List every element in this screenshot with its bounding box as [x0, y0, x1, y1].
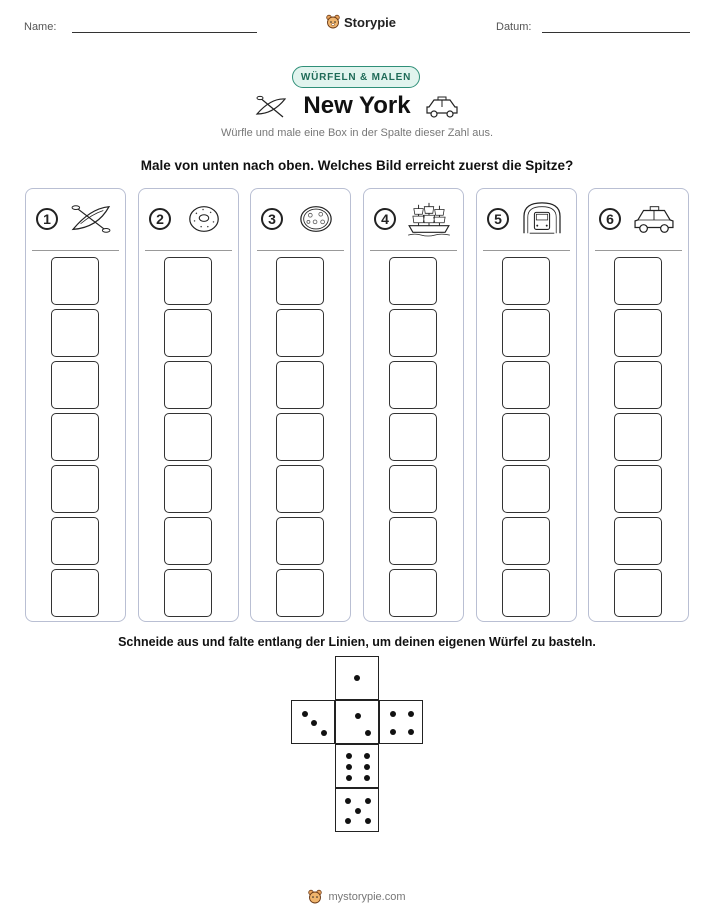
color-box[interactable]	[502, 257, 550, 305]
color-box[interactable]	[502, 309, 550, 357]
subway-train-icon	[519, 201, 565, 237]
taxi-icon	[425, 95, 459, 119]
die-instructions: Schneide aus und falte entlang der Linien, um deinen eigenen Würfel zu basteln.	[118, 635, 596, 649]
brand-name: Storypie	[344, 14, 397, 30]
die-face-5	[335, 788, 379, 832]
column-3	[250, 188, 351, 622]
die-pip	[354, 675, 360, 681]
color-box[interactable]	[389, 569, 437, 617]
column-divider	[145, 250, 232, 251]
die-pip	[345, 818, 351, 824]
color-box[interactable]	[51, 517, 99, 565]
color-box[interactable]	[164, 465, 212, 513]
brand-logo	[326, 14, 396, 30]
color-box[interactable]	[276, 257, 324, 305]
bear-mascot-icon	[326, 14, 340, 30]
color-box[interactable]	[614, 257, 662, 305]
column-5	[476, 188, 577, 622]
die-face-3	[291, 700, 335, 744]
color-box[interactable]	[51, 465, 99, 513]
die-pip	[302, 711, 308, 717]
color-box[interactable]	[276, 517, 324, 565]
color-box[interactable]	[51, 361, 99, 409]
die-face-2	[335, 700, 379, 744]
die-pip	[355, 808, 361, 814]
color-box[interactable]	[389, 517, 437, 565]
die-pip	[364, 764, 370, 770]
die-pip	[346, 775, 352, 781]
column-6	[588, 188, 689, 622]
column-number: 2	[149, 208, 171, 230]
die-pip	[365, 818, 371, 824]
color-box[interactable]	[502, 465, 550, 513]
bagel-icon	[181, 201, 227, 237]
pizza-icon	[293, 201, 339, 237]
color-box[interactable]	[502, 413, 550, 461]
color-box[interactable]	[502, 361, 550, 409]
die-face-4	[379, 700, 423, 744]
color-box[interactable]	[276, 361, 324, 409]
die-pip	[364, 753, 370, 759]
color-box[interactable]	[51, 569, 99, 617]
color-box[interactable]	[614, 309, 662, 357]
page-title: New York	[303, 92, 411, 119]
column-number: 4	[374, 208, 396, 230]
color-box[interactable]	[614, 569, 662, 617]
kayak-icon	[68, 201, 114, 237]
color-box[interactable]	[502, 569, 550, 617]
die-pip	[408, 711, 414, 717]
column-divider	[370, 250, 457, 251]
column-4	[363, 188, 464, 622]
color-box[interactable]	[164, 361, 212, 409]
page-subtitle: Würfle und male eine Box in der Spalte dieser Zahl aus.	[220, 127, 494, 139]
die-pip	[355, 713, 361, 719]
color-box[interactable]	[389, 309, 437, 357]
color-box[interactable]	[51, 309, 99, 357]
column-divider	[595, 250, 682, 251]
ship-icon	[406, 201, 452, 237]
color-box[interactable]	[614, 413, 662, 461]
die-pip	[346, 764, 352, 770]
question-text: Male von unten nach oben. Welches Bild erreicht zuerst die Spitze?	[140, 158, 574, 173]
column-number: 3	[261, 208, 283, 230]
footer-url[interactable]: mystorypie.com	[328, 891, 406, 903]
name-label: Name:	[24, 21, 57, 33]
color-box[interactable]	[51, 413, 99, 461]
bear-mascot-icon	[308, 889, 322, 905]
column-number: 6	[599, 208, 621, 230]
column-divider	[32, 250, 119, 251]
die-pip	[311, 720, 317, 726]
column-2	[138, 188, 239, 622]
color-box[interactable]	[164, 309, 212, 357]
color-box[interactable]	[389, 465, 437, 513]
die-pip	[365, 730, 371, 736]
column-divider	[483, 250, 570, 251]
activity-badge: WÜRFELN & MALEN	[292, 66, 420, 88]
die-pip	[345, 798, 351, 804]
column-number: 5	[487, 208, 509, 230]
color-box[interactable]	[164, 413, 212, 461]
color-box[interactable]	[614, 517, 662, 565]
color-box[interactable]	[389, 413, 437, 461]
date-line[interactable]	[542, 32, 690, 33]
name-line[interactable]	[72, 32, 257, 33]
die-face-1	[335, 656, 379, 700]
color-box[interactable]	[389, 257, 437, 305]
die-pip	[365, 798, 371, 804]
color-box[interactable]	[276, 309, 324, 357]
die-pip	[390, 711, 396, 717]
color-box[interactable]	[276, 569, 324, 617]
date-label: Datum:	[496, 21, 532, 33]
die-pip	[346, 753, 352, 759]
die-pip	[390, 729, 396, 735]
color-box[interactable]	[389, 361, 437, 409]
column-divider	[257, 250, 344, 251]
die-pip	[408, 729, 414, 735]
color-box[interactable]	[614, 465, 662, 513]
color-box[interactable]	[164, 569, 212, 617]
taxi-icon	[631, 201, 677, 237]
color-box[interactable]	[164, 517, 212, 565]
die-pip	[321, 730, 327, 736]
color-box[interactable]	[164, 257, 212, 305]
die-pip	[364, 775, 370, 781]
die-face-6	[335, 744, 379, 788]
color-box[interactable]	[51, 257, 99, 305]
footer	[0, 889, 714, 905]
color-box[interactable]	[614, 361, 662, 409]
color-box[interactable]	[276, 465, 324, 513]
column-1	[25, 188, 126, 622]
color-box[interactable]	[276, 413, 324, 461]
column-number: 1	[36, 208, 58, 230]
color-box[interactable]	[502, 517, 550, 565]
